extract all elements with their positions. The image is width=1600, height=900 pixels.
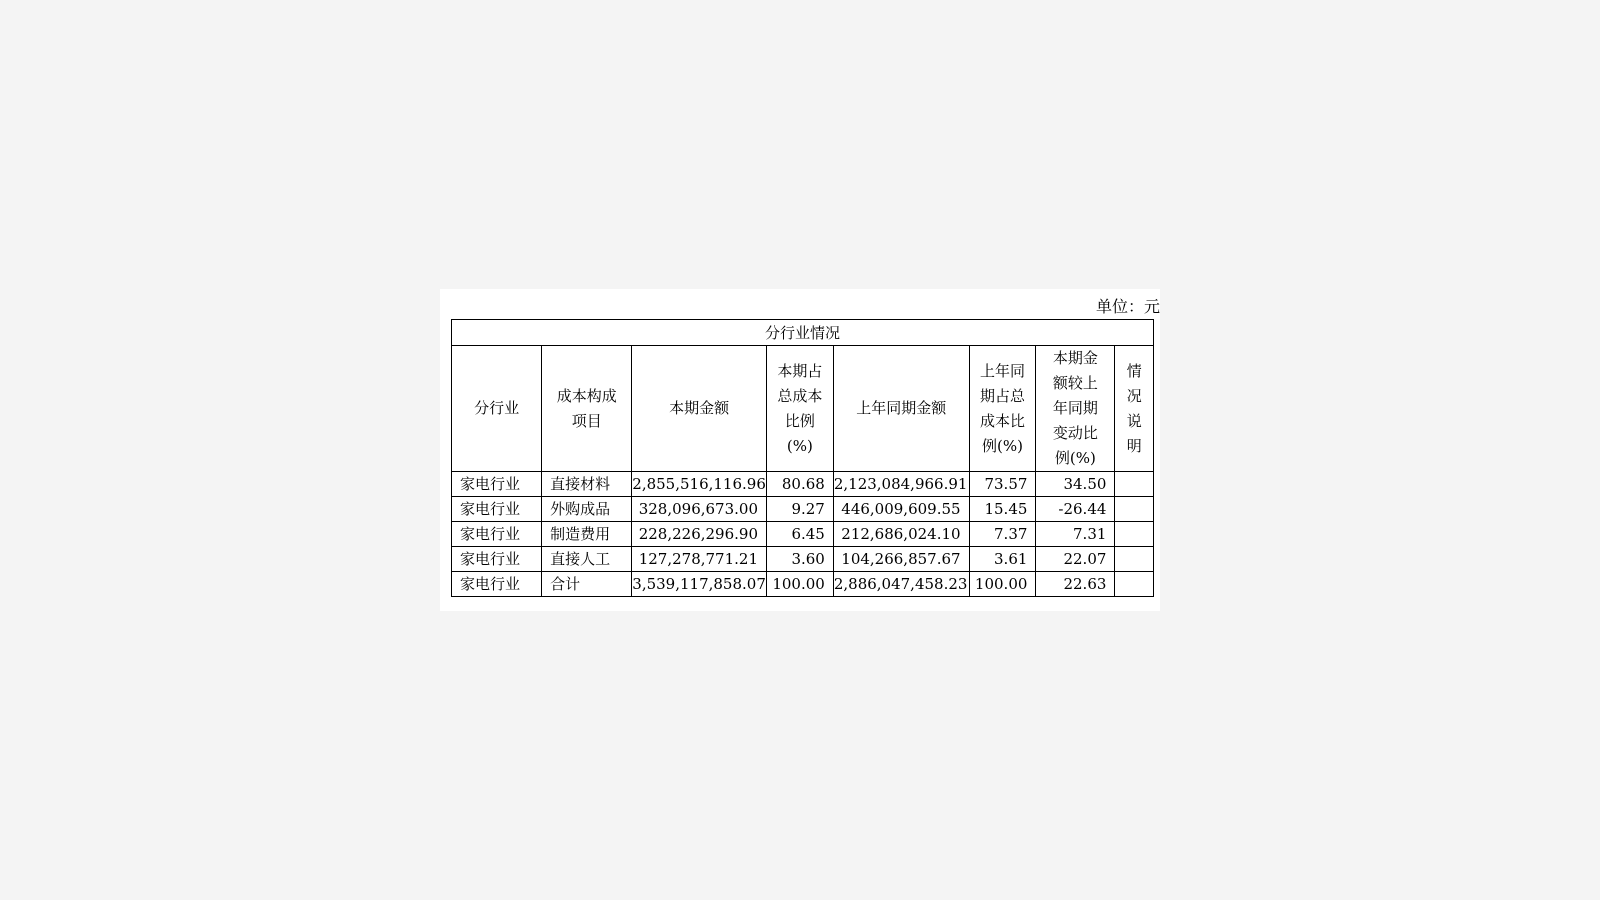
cell-industry: 家电行业 (452, 547, 542, 572)
cell-current-ratio: 3.60 (767, 547, 834, 572)
cell-prior-amount: 446,009,609.55 (833, 497, 969, 522)
cell-remarks (1115, 497, 1154, 522)
cost-composition-table (451, 319, 1154, 597)
column-header-change-ratio: 本期金 额较上 年同期 变动比 例(%) (1036, 346, 1115, 472)
table-header-row (452, 346, 1154, 472)
column-header-current-amount: 本期金额 (632, 346, 767, 472)
cell-prior-amount: 2,886,047,458.23 (833, 572, 969, 597)
table-row (452, 497, 1154, 522)
cell-change-ratio: 22.07 (1036, 547, 1115, 572)
cell-cost-item: 直接人工 (542, 547, 632, 572)
cell-prior-ratio: 100.00 (969, 572, 1036, 597)
cell-current-ratio: 80.68 (767, 472, 834, 497)
column-header-prior-amount: 上年同期金额 (833, 346, 969, 472)
table-row (452, 547, 1154, 572)
cell-current-amount: 328,096,673.00 (632, 497, 767, 522)
cell-cost-item: 直接材料 (542, 472, 632, 497)
table-row-total (452, 572, 1154, 597)
table-row (452, 472, 1154, 497)
cell-prior-ratio: 7.37 (969, 522, 1036, 547)
cell-current-ratio: 100.00 (767, 572, 834, 597)
cell-industry: 家电行业 (452, 472, 542, 497)
unit-label: 单位：元 (1095, 297, 1160, 316)
cell-prior-amount: 104,266,857.67 (833, 547, 969, 572)
cell-remarks (1115, 572, 1154, 597)
cell-industry: 家电行业 (452, 497, 542, 522)
cell-cost-item: 制造费用 (542, 522, 632, 547)
cell-change-ratio: 22.63 (1036, 572, 1115, 597)
cell-industry: 家电行业 (452, 522, 542, 547)
cell-prior-amount: 212,686,024.10 (833, 522, 969, 547)
column-header-remarks: 情 况 说 明 (1115, 346, 1154, 472)
cell-cost-item: 外购成品 (542, 497, 632, 522)
cell-current-ratio: 9.27 (767, 497, 834, 522)
cell-prior-ratio: 3.61 (969, 547, 1036, 572)
cell-cost-item: 合计 (542, 572, 632, 597)
cell-prior-ratio: 73.57 (969, 472, 1036, 497)
cell-change-ratio: 34.50 (1036, 472, 1115, 497)
cell-remarks (1115, 522, 1154, 547)
cell-current-amount: 228,226,296.90 (632, 522, 767, 547)
table-title-row (452, 320, 1154, 346)
document-page (440, 289, 1160, 611)
column-header-cost-item: 成本构成 项目 (542, 346, 632, 472)
cell-prior-ratio: 15.45 (969, 497, 1036, 522)
cell-current-amount: 2,855,516,116.96 (632, 472, 767, 497)
cell-industry: 家电行业 (452, 572, 542, 597)
cell-prior-amount: 2,123,084,966.91 (833, 472, 969, 497)
column-header-prior-ratio: 上年同 期占总 成本比 例(%) (969, 346, 1036, 472)
table-title: 分行业情况 (452, 320, 1154, 346)
column-header-industry: 分行业 (452, 346, 542, 472)
cell-current-amount: 127,278,771.21 (632, 547, 767, 572)
cell-remarks (1115, 547, 1154, 572)
cell-current-ratio: 6.45 (767, 522, 834, 547)
cell-current-amount: 3,539,117,858.07 (632, 572, 767, 597)
column-header-current-ratio: 本期占 总成本 比例 (%) (767, 346, 834, 472)
cell-change-ratio: -26.44 (1036, 497, 1115, 522)
table-row (452, 522, 1154, 547)
cell-change-ratio: 7.31 (1036, 522, 1115, 547)
cell-remarks (1115, 472, 1154, 497)
